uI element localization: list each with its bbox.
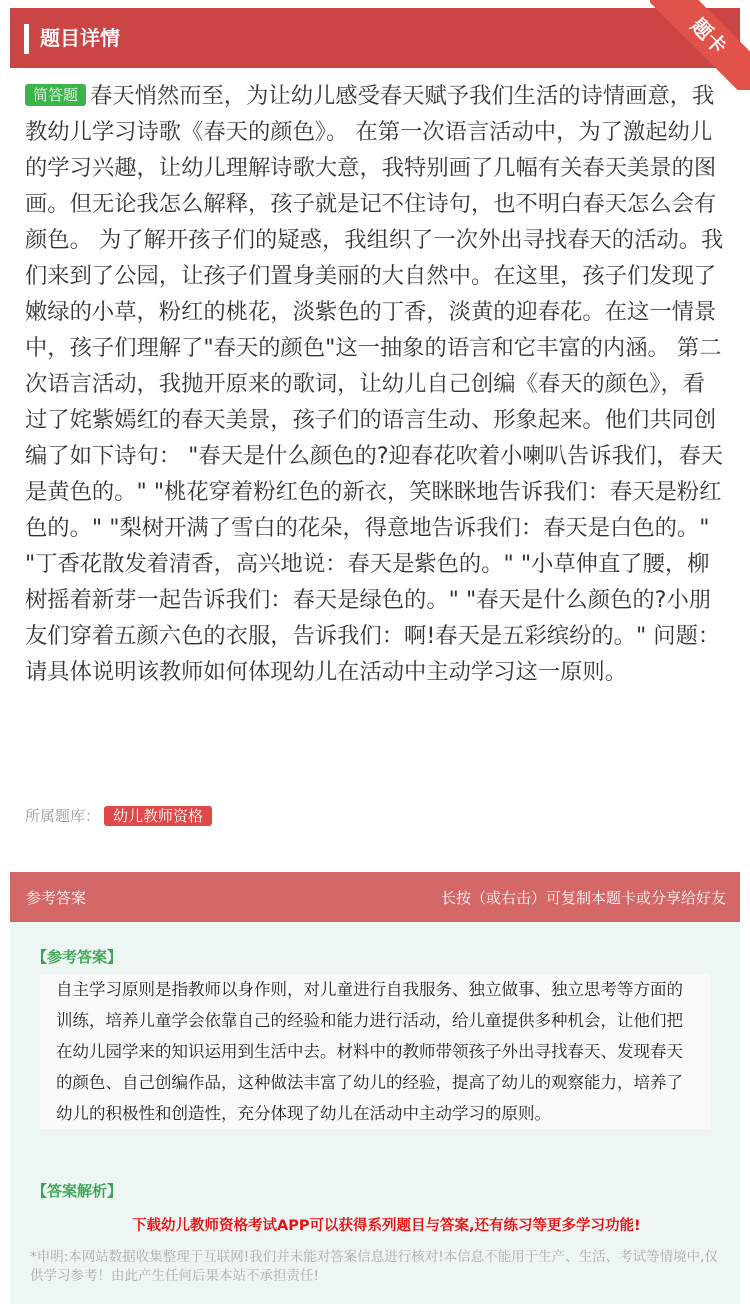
analysis-label: 【答案解析】 (32, 1182, 123, 1200)
answer-text: 自主学习原则是指教师以身作则，对儿童进行自我服务、独立做事、独立思考等方面的训练，培养儿童学会依靠自己的经验和能力进行活动，给儿童提供多种机会，让他们把在幼儿园学来的知识运用到生活中去。材料中的教师带领孩子外出寻找春天、发现春天的颜色、自己创编作品，这种做法丰富了幼儿的经验，提高了幼儿的观察能力，培养了幼儿的积极性和创造性，充分体现了幼儿在活动中主动学习的原则。 (40, 974, 710, 1129)
question-library (25, 805, 212, 826)
ribbon-label: 题卡 (650, 0, 750, 90)
answer-body (10, 922, 740, 1304)
header-bar (10, 8, 740, 68)
share-hint: 长按（或右击）可复制本题卡或分享给好友 (440, 889, 726, 907)
question-type-badge: 简答题 (25, 84, 86, 106)
page-title: 题目详情 (40, 26, 120, 50)
reference-answer-label: 【参考答案】 (32, 948, 123, 966)
question-text: 春天悄然而至，为让幼儿感受春天赋予我们生活的诗情画意，我教幼儿学习诗歌《春天的颜色》。 在第一次语言活动中，为了激起幼儿的学习兴趣，让幼儿理解诗歌大意，我特别画了几幅有关春天美景的图画。但无论我怎么解释，孩子就是记不住诗句，也不明白春天怎么会有颜色。 为了解开孩子们的疑惑，我组织了一次外出寻找春天的活动。我们来到了公园，让孩子们置身美丽的大自然中。在这里，孩子们发现了嫩绿的小草，粉红的桃花，淡紫色的丁香，淡黄的迎春花。在这一情景中，孩子们理解了"春天的颜色"这一抽象的语言和它丰富的内涵。 第二次语言活动，我抛开原来的歌词，让幼儿自己创编《春天的颜色》，看过了姹紫嫣红的春天美景，孩子们的语言生动、形象起来。他们共同创编了如下诗句： "春天是什么颜色的?迎春花吹着小喇叭告诉我们，春天是黄色的。" "桃花穿着粉红色的新衣，笑眯眯地告诉我们：春天是粉红色的。" "梨树开满了雪白的花朵，得意地告诉我们：春天是白色的。" "丁香花散发着清香，高兴地说：春天是紫色的。" "小草伸直了腰，柳树摇着新芽一起告诉我们：春天是绿色的。" "春天是什么颜色的?小朋友们穿着五颜六色的衣服，告诉我们：啊!春天是五彩缤纷的。" 问题： 请具体说明该教师如何体现幼儿在活动中主动学习这一原则。 (25, 83, 724, 685)
download-app-link[interactable]: 下载幼儿教师资格考试APP可以获得系列题目与答案,还有练习等更多学习功能! (132, 1218, 641, 1234)
library-label: 所属题库： (25, 807, 101, 825)
question-body (25, 78, 727, 690)
library-badge[interactable]: 幼儿教师资格 (104, 806, 212, 826)
disclaimer: *申明:本网站数据收集整理于互联网!我们并未能对答案信息进行核对!本信息不能用于生产、生活、考试等情境中,仅供学习参考！由此产生任何后果本站不承担责任! (30, 1249, 718, 1284)
question-card-ribbon[interactable] (650, 0, 750, 90)
answer-header (10, 872, 740, 922)
header-accent (24, 24, 29, 54)
answer-title: 参考答案 (26, 889, 87, 907)
